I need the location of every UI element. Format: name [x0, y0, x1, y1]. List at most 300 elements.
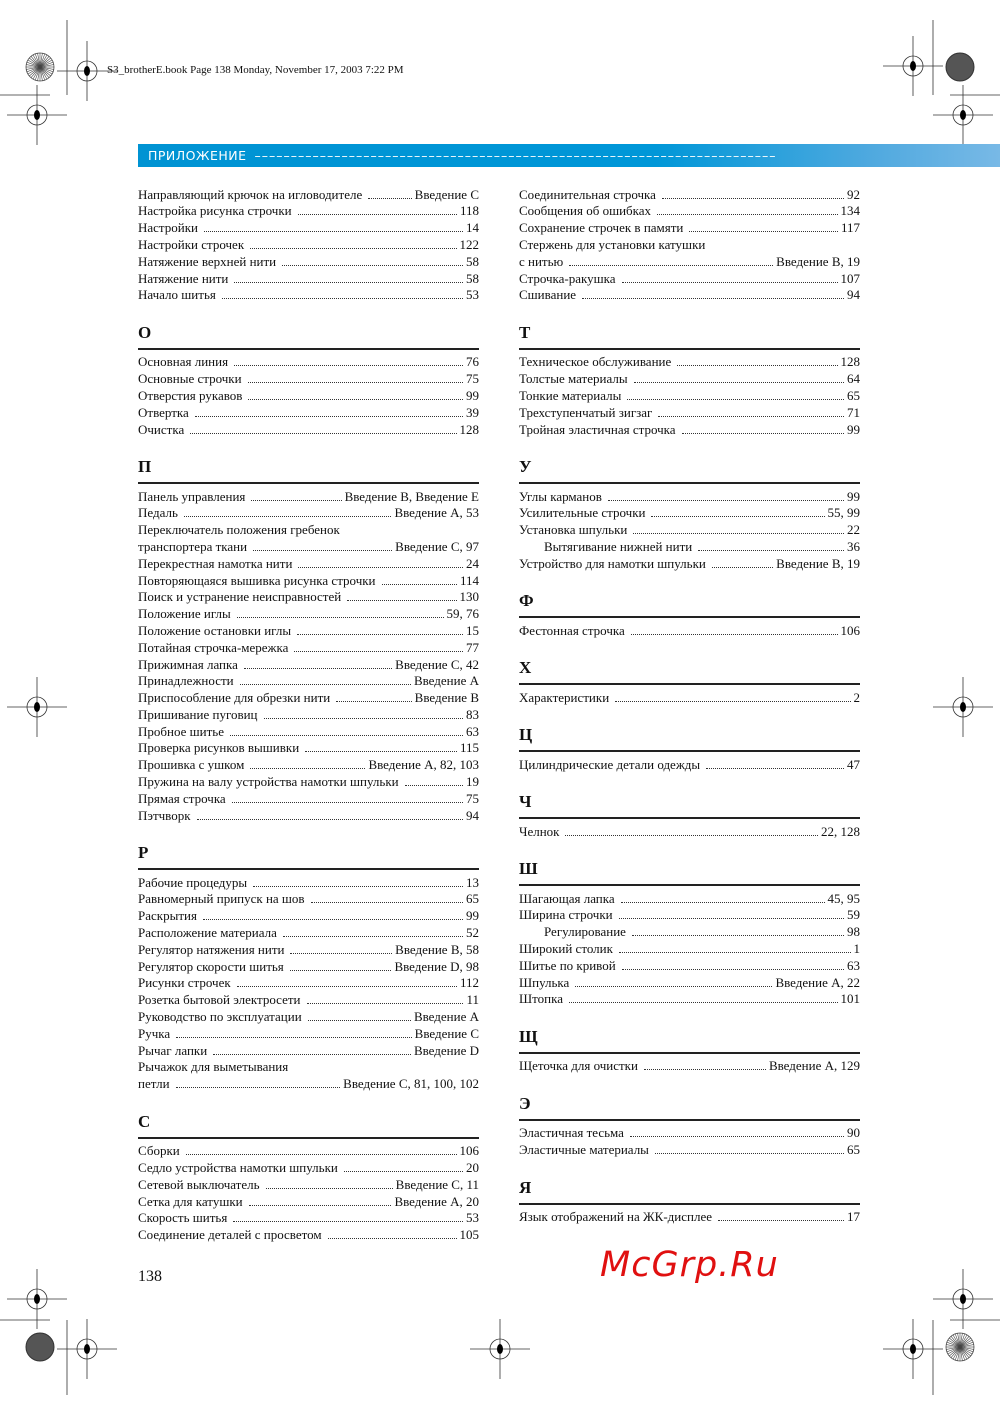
entry-page-reference: 53 [466, 287, 479, 303]
entry-term: Расположение материала [138, 925, 277, 941]
index-entry [519, 757, 860, 774]
index-entry [138, 220, 479, 237]
index-entry [138, 791, 479, 808]
dot-leader [240, 684, 411, 685]
entry-term: Потайная строчка-мережка [138, 639, 289, 655]
entry-page-reference: Введение C, 42 [395, 656, 479, 672]
dot-leader [253, 886, 463, 887]
starburst-registration-icon [26, 53, 54, 81]
index-entry [138, 254, 479, 271]
index-entry [138, 489, 479, 506]
entry-page-reference: 130 [459, 589, 479, 605]
dot-leader [186, 1154, 457, 1155]
entry-page-reference: 17 [847, 1209, 860, 1225]
index-entry [138, 740, 479, 757]
entry-page-reference: 45, 95 [827, 890, 860, 906]
dot-leader [253, 550, 392, 551]
dot-leader [619, 918, 844, 919]
section-letter-heading: Э [519, 1094, 860, 1121]
index-entry [138, 925, 479, 942]
entry-page-reference: 14 [466, 220, 479, 236]
entry-page-reference: Введение A, 22 [775, 974, 860, 990]
entry-term: Руководство по эксплуатации [138, 1009, 302, 1025]
entry-term: Тройная эластичная строчка [519, 421, 676, 437]
entry-term: Соединительная строчка [519, 186, 656, 202]
dot-leader [651, 516, 824, 517]
entry-page-reference: 22 [847, 522, 860, 538]
section-letter-heading: Я [519, 1178, 860, 1205]
index-entry [519, 1125, 860, 1142]
index-entry [519, 522, 860, 539]
section-letter-heading: Х [519, 658, 860, 685]
entry-term: Перекрестная намотка нити [138, 555, 293, 571]
entry-page-reference: 115 [459, 740, 479, 756]
entry-term: Соединение деталей с просветом [138, 1227, 322, 1243]
index-entry [138, 505, 479, 522]
index-entry [138, 203, 479, 220]
index-entry [138, 405, 479, 422]
dot-leader [622, 282, 838, 283]
entry-page-reference: 11 [466, 992, 479, 1008]
entry-page-reference: 65 [847, 387, 860, 403]
section-letter-heading: Ч [519, 792, 860, 819]
dot-leader [249, 1205, 392, 1206]
index-entry [519, 220, 860, 237]
index-entry [519, 187, 860, 204]
entry-page-reference: 2 [853, 689, 860, 705]
dot-leader [230, 735, 463, 736]
entry-term: Переключатель положения гребенок [138, 522, 340, 538]
entry-term: Широкий столик [519, 941, 613, 957]
index-entry [519, 505, 860, 522]
entry-term: Начало шитья [138, 287, 216, 303]
index-entry [138, 287, 479, 304]
index-entry [138, 673, 479, 690]
entry-term: Эластичные материалы [519, 1142, 649, 1158]
dot-leader [234, 365, 463, 366]
index-entry [138, 757, 479, 774]
entry-page-reference: 53 [466, 1210, 479, 1226]
entry-page-reference: 20 [466, 1160, 479, 1175]
index-entry [138, 908, 479, 925]
dot-leader [657, 214, 837, 215]
entry-term: Седло устройства намотки шпульки [138, 1160, 338, 1175]
gray-disc-registration-icon [946, 53, 974, 81]
entry-page-reference: 122 [459, 236, 479, 252]
index-section [519, 1094, 860, 1159]
entry-term: Рисунки строчек [138, 975, 231, 991]
entry-page-reference: 117 [840, 220, 860, 236]
entry-page-reference: 112 [459, 975, 479, 991]
dot-leader [689, 231, 838, 232]
entry-page-reference: 63 [466, 723, 479, 739]
watermark: McGrp.Ru [600, 1245, 779, 1285]
entry-term: Фестонная строчка [519, 622, 625, 638]
dot-leader [336, 701, 411, 702]
entry-term: Вытягивание нижней нити [544, 538, 693, 554]
index-entry [519, 556, 860, 573]
dot-leader [368, 198, 411, 199]
entry-term: Трехступенчатый зигзаг [519, 404, 653, 420]
dot-leader [619, 952, 851, 953]
index-column-right [519, 187, 860, 1226]
index-entry [138, 539, 479, 556]
index-entry [138, 724, 479, 741]
dot-leader [677, 365, 837, 366]
index-entry [519, 203, 860, 220]
index-entry [519, 388, 860, 405]
index-entry [519, 1058, 860, 1075]
entry-term: Прямая строчка [138, 790, 226, 806]
dot-leader [615, 701, 850, 702]
crosshair-registration-icon [470, 1319, 530, 1379]
entry-term: Отвертка [138, 404, 189, 420]
index-entry [138, 891, 479, 908]
crosshair-registration-icon [7, 677, 67, 737]
entry-term: Характеристики [519, 689, 610, 705]
dot-leader [305, 751, 457, 752]
entry-page-reference: Введение C, 97 [395, 538, 479, 554]
index-section [519, 591, 860, 639]
entry-page-reference: Введение C, 11 [395, 1176, 479, 1192]
index-entry [519, 891, 860, 908]
index-entry [138, 942, 479, 959]
entry-term: Сетевой выключатель [138, 1176, 260, 1192]
dot-leader [190, 433, 456, 434]
dot-leader [232, 802, 463, 803]
index-entry [138, 959, 479, 976]
page-number: 138 [138, 1268, 162, 1285]
entry-term: Основные строчки [138, 371, 242, 387]
dot-leader [655, 1153, 844, 1154]
entry-term: Регулятор натяжения нити [138, 941, 285, 957]
dot-leader [633, 533, 844, 534]
index-entry [138, 556, 479, 573]
dot-leader [632, 935, 844, 936]
dot-leader [248, 399, 463, 400]
entry-page-reference: 99 [847, 421, 860, 437]
book-file-header: S3_brotherE.book Page 138 Monday, November 17, 2003 7:22 PM [107, 64, 404, 76]
entry-term: Техническое обслуживание [519, 354, 672, 370]
entry-page-reference: 55, 99 [827, 505, 860, 521]
section-letter-heading: Т [519, 323, 860, 350]
entry-term: Педаль [138, 505, 178, 521]
dot-leader [195, 416, 463, 417]
entry-page-reference: 19 [466, 774, 479, 790]
crosshair-registration-icon [7, 85, 67, 145]
index-entry [519, 287, 860, 304]
entry-page-reference: 71 [847, 404, 860, 420]
index-entry [138, 606, 479, 623]
index-entry [138, 187, 479, 204]
entry-term: Положение иглы [138, 606, 231, 622]
index-entry [138, 1143, 479, 1160]
entry-page-reference: 75 [466, 790, 479, 806]
dot-leader [233, 1221, 463, 1222]
dot-leader [682, 433, 844, 434]
entry-page-reference: 47 [847, 756, 860, 772]
entry-term: Положение остановки иглы [138, 622, 292, 638]
entry-term: Основная линия [138, 354, 229, 370]
dot-leader [298, 567, 463, 568]
entry-page-reference: Введение C [414, 1025, 479, 1041]
crosshair-registration-icon [883, 36, 943, 96]
index-entry [138, 237, 479, 254]
index-section [138, 1112, 479, 1244]
entry-page-reference: 64 [847, 371, 860, 387]
crosshair-registration-icon [933, 677, 993, 737]
entry-term: Пэтчворк [138, 807, 191, 823]
entry-page-reference: 94 [847, 287, 860, 303]
index-entry [138, 1026, 479, 1043]
section-letter-heading: Р [138, 843, 479, 870]
entry-page-reference: 99 [847, 488, 860, 504]
index-entry [519, 1209, 860, 1226]
index-section [138, 843, 479, 1093]
section-letter-heading: Ш [519, 859, 860, 886]
entry-term: Повторяющаяся вышивка рисунка строчки [138, 572, 376, 588]
index-entry [519, 405, 860, 422]
dot-leader [405, 785, 463, 786]
dot-leader [290, 970, 392, 971]
entry-term: Ручка [138, 1025, 171, 1041]
entry-page-reference: Введение A [413, 1009, 479, 1025]
dot-leader [251, 500, 341, 501]
dot-leader [634, 382, 844, 383]
entry-term: Панель управления [138, 488, 246, 504]
crosshair-registration-icon [933, 1269, 993, 1329]
index-entry [519, 623, 860, 640]
entry-page-reference: Введение B [414, 690, 479, 706]
index-entry [138, 1194, 479, 1211]
index-section [138, 187, 479, 305]
entry-term: Стержень для установки катушки [519, 236, 706, 252]
section-letter-heading: С [138, 1112, 479, 1139]
dot-leader [582, 298, 844, 299]
index-entry [138, 975, 479, 992]
crosshair-registration-icon [933, 85, 993, 145]
dot-leader [706, 768, 844, 769]
section-letter-heading: О [138, 323, 479, 350]
index-entry [138, 875, 479, 892]
entry-page-reference: Введение D [413, 1042, 479, 1058]
index-section [519, 457, 860, 573]
index-entry [138, 1076, 479, 1093]
entry-term: Сетка для катушки [138, 1193, 243, 1209]
dot-leader [237, 617, 444, 618]
index-entry [138, 640, 479, 657]
dot-leader [283, 936, 463, 937]
dot-leader [282, 265, 463, 266]
dot-leader [203, 919, 463, 920]
entry-term: Строчка-ракушка [519, 270, 616, 286]
dot-leader [222, 298, 463, 299]
dot-leader [298, 214, 457, 215]
entry-term: Принадлежности [138, 673, 234, 689]
index-entry [519, 254, 860, 271]
index-entry [138, 1177, 479, 1194]
section-letter-heading: У [519, 457, 860, 484]
index-entry [138, 992, 479, 1009]
index-entry [138, 589, 479, 606]
dot-leader [204, 231, 463, 232]
entry-page-reference: Введение A, 82, 103 [368, 757, 479, 773]
entry-page-reference: 77 [466, 639, 479, 655]
dot-leader [234, 282, 463, 283]
index-section [519, 658, 860, 706]
dot-leader [622, 969, 844, 970]
entry-term: Толстые материалы [519, 371, 628, 387]
dot-leader [698, 550, 844, 551]
entry-page-reference: 24 [466, 555, 479, 571]
entry-page-reference: 128 [459, 421, 479, 437]
dot-leader [297, 634, 463, 635]
index-entry [519, 907, 860, 924]
entry-page-reference: 106 [840, 622, 860, 638]
entry-page-reference: 134 [840, 203, 860, 219]
entry-page-reference: 101 [840, 991, 860, 1007]
entry-term: Шпулька [519, 974, 570, 990]
entry-page-reference: 99 [466, 387, 479, 403]
entry-page-reference: Введение D, 98 [394, 958, 479, 974]
index-entry [138, 1009, 479, 1026]
entry-page-reference: 58 [466, 253, 479, 269]
entry-term: Язык отображений на ЖК-дисплее [519, 1209, 712, 1225]
dot-leader [627, 399, 844, 400]
dot-leader [712, 567, 773, 568]
dot-leader [248, 382, 463, 383]
entry-page-reference: Введение B, 58 [395, 941, 479, 957]
dot-leader [569, 265, 773, 266]
entry-page-reference: 118 [459, 203, 479, 219]
index-entry [519, 422, 860, 439]
crosshair-registration-icon [57, 1319, 117, 1379]
crosshair-registration-icon [7, 1269, 67, 1329]
index-entry [138, 573, 479, 590]
entry-term: Усилительные строчки [519, 505, 646, 521]
entry-term: Сборки [138, 1143, 180, 1159]
index-entry [519, 237, 860, 254]
index-entry [138, 1210, 479, 1227]
entry-page-reference: Введение A [413, 673, 479, 689]
entry-term: Шагающая лапка [519, 890, 615, 906]
index-entry [138, 707, 479, 724]
index-entry [519, 539, 860, 556]
entry-page-reference: 65 [466, 891, 479, 907]
index-entry [138, 422, 479, 439]
entry-page-reference: 83 [466, 706, 479, 722]
index-entry [138, 774, 479, 791]
section-title: ПРИЛОЖЕНИЕ [148, 148, 247, 163]
entry-term: Пружина на валу устройства намотки шпульки [138, 774, 399, 790]
index-entry [138, 657, 479, 674]
dot-leader [631, 634, 838, 635]
index-entry [519, 924, 860, 941]
entry-term: Рычажок для выметывания [138, 1059, 289, 1075]
index-entry [138, 1227, 479, 1244]
entry-term: Поиск и устранение неисправностей [138, 589, 342, 605]
dot-leader [266, 1188, 393, 1189]
entry-page-reference: Введение B, 19 [776, 555, 860, 571]
entry-term: Тонкие материалы [519, 387, 622, 403]
entry-term: Розетка бытовой электросети [138, 992, 301, 1008]
entry-term: Шитье по кривой [519, 957, 616, 973]
dot-leader [197, 819, 463, 820]
entry-term: Настройки [138, 220, 198, 236]
index-entry [519, 489, 860, 506]
index-entry [138, 388, 479, 405]
index-entry [138, 623, 479, 640]
entry-page-reference: 15 [466, 622, 479, 638]
index-entry [138, 271, 479, 288]
index-entry [519, 958, 860, 975]
entry-term: Углы карманов [519, 488, 602, 504]
starburst-registration-icon [946, 1333, 974, 1361]
dot-leader [176, 1087, 341, 1088]
dot-leader [176, 1037, 412, 1038]
dot-leader [658, 416, 844, 417]
dot-leader [382, 584, 457, 585]
dot-leader [307, 1003, 464, 1004]
dot-leader [347, 600, 456, 601]
entry-page-reference: 58 [466, 270, 479, 286]
section-letter-heading: Щ [519, 1027, 860, 1054]
entry-page-reference: 105 [459, 1227, 479, 1243]
entry-page-reference: 128 [840, 354, 860, 370]
crosshair-registration-icon [883, 1319, 943, 1379]
dot-leader [250, 768, 365, 769]
entry-page-reference: 92 [847, 186, 860, 202]
entry-term: Регулирование [544, 924, 626, 940]
entry-term: Устройство для намотки шпульки [519, 555, 706, 571]
entry-term: Рабочие процедуры [138, 874, 248, 890]
section-title-dashes: –––––––––––––––––––––––––––––––––––––––––––––––––––––––––––––––––––––––– [254, 148, 777, 163]
index-entry [519, 1142, 860, 1159]
entry-page-reference: 76 [466, 354, 479, 370]
entry-page-reference: Введение A, 20 [394, 1193, 479, 1209]
entry-page-reference: 63 [847, 957, 860, 973]
dot-leader [237, 986, 457, 987]
entry-page-reference: Введение A, 53 [394, 505, 479, 521]
entry-term: Настройка рисунка строчки [138, 203, 292, 219]
index-entry [138, 1160, 479, 1177]
index-column-left [138, 187, 479, 1244]
entry-term: Сообщения об ошибках [519, 203, 652, 219]
entry-page-reference: 39 [466, 404, 479, 420]
entry-page-reference: Введение A, 129 [768, 1058, 860, 1074]
section-letter-heading: Ф [519, 591, 860, 618]
entry-page-reference: 22, 128 [821, 823, 860, 839]
entry-page-reference: 36 [847, 538, 860, 554]
entry-page-reference: 90 [847, 1125, 860, 1141]
index-section [519, 1178, 860, 1226]
entry-page-reference: 75 [466, 371, 479, 387]
dot-leader [621, 902, 825, 903]
entry-term: транспортера ткани [138, 538, 248, 554]
entry-term: Раскрытия [138, 908, 197, 924]
entry-page-reference: Введение B, Введение E [344, 488, 479, 504]
index-section [519, 1027, 860, 1075]
dot-leader [662, 198, 844, 199]
index-entry [519, 941, 860, 958]
index-section [138, 457, 479, 825]
section-letter-heading: П [138, 457, 479, 484]
dot-leader [630, 1136, 844, 1137]
entry-term: Отверстия рукавов [138, 387, 243, 403]
entry-page-reference: 98 [847, 924, 860, 940]
entry-term: Сшивание [519, 287, 577, 303]
dot-leader [328, 1238, 457, 1239]
